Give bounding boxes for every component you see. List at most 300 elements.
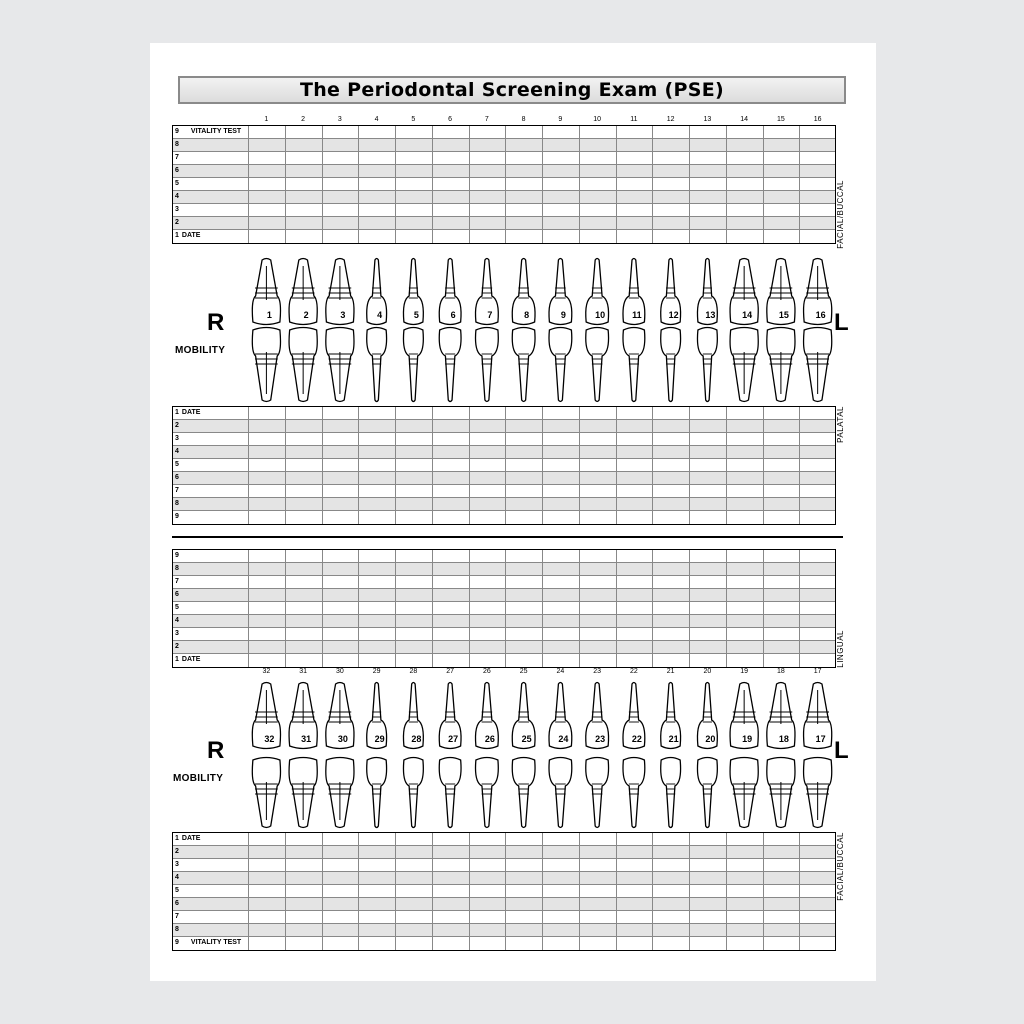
- entry-cell[interactable]: [543, 602, 580, 614]
- entry-cell[interactable]: [506, 472, 543, 484]
- entry-cell[interactable]: [727, 628, 764, 640]
- entry-cell[interactable]: [653, 602, 690, 614]
- entry-cell[interactable]: [800, 407, 837, 419]
- entry-cell[interactable]: [617, 407, 654, 419]
- entry-cell[interactable]: [617, 924, 654, 936]
- entry-cell[interactable]: [580, 924, 617, 936]
- entry-cell[interactable]: [286, 615, 323, 627]
- entry-cell[interactable]: [286, 204, 323, 216]
- entry-cell[interactable]: [580, 152, 617, 164]
- entry-cell[interactable]: [764, 230, 801, 243]
- entry-cell[interactable]: [323, 204, 360, 216]
- entry-cell[interactable]: [727, 472, 764, 484]
- entry-cell[interactable]: [433, 420, 470, 432]
- entry-cell[interactable]: [286, 152, 323, 164]
- entry-cell[interactable]: [690, 217, 727, 229]
- entry-cell[interactable]: [580, 550, 617, 562]
- entry-cell[interactable]: [727, 602, 764, 614]
- entry-cell[interactable]: [506, 165, 543, 177]
- entry-cell[interactable]: [470, 589, 507, 601]
- entry-cell[interactable]: [470, 911, 507, 923]
- entry-cell[interactable]: [617, 576, 654, 588]
- entry-cell[interactable]: [800, 846, 837, 858]
- entry-cell[interactable]: [543, 937, 580, 950]
- entry-cell[interactable]: [764, 641, 801, 653]
- entry-cell[interactable]: [506, 911, 543, 923]
- entry-cell[interactable]: [764, 898, 801, 910]
- entry-cell[interactable]: [433, 152, 470, 164]
- entry-cell[interactable]: [800, 859, 837, 871]
- entry-cell[interactable]: [764, 420, 801, 432]
- entry-cell[interactable]: [470, 433, 507, 445]
- entry-cell[interactable]: [727, 139, 764, 151]
- entry-cell[interactable]: [433, 204, 470, 216]
- entry-cell[interactable]: [727, 885, 764, 897]
- entry-cell[interactable]: [470, 459, 507, 471]
- entry-cell[interactable]: [323, 550, 360, 562]
- entry-cell[interactable]: [249, 615, 286, 627]
- entry-cell[interactable]: [506, 191, 543, 203]
- entry-cell[interactable]: [470, 654, 507, 667]
- entry-cell[interactable]: [286, 589, 323, 601]
- entry-cell[interactable]: [470, 885, 507, 897]
- entry-cell[interactable]: [249, 191, 286, 203]
- entry-cell[interactable]: [617, 602, 654, 614]
- entry-cell[interactable]: [249, 459, 286, 471]
- entry-cell[interactable]: [249, 230, 286, 243]
- entry-cell[interactable]: [470, 937, 507, 950]
- entry-cell[interactable]: [506, 550, 543, 562]
- entry-cell[interactable]: [433, 498, 470, 510]
- entry-cell[interactable]: [286, 191, 323, 203]
- entry-cell[interactable]: [727, 230, 764, 243]
- entry-cell[interactable]: [764, 191, 801, 203]
- entry-cell[interactable]: [359, 485, 396, 497]
- entry-cell[interactable]: [286, 217, 323, 229]
- entry-cell[interactable]: [249, 602, 286, 614]
- entry-cell[interactable]: [543, 563, 580, 575]
- entry-cell[interactable]: [653, 576, 690, 588]
- entry-cell[interactable]: [433, 472, 470, 484]
- entry-cell[interactable]: [433, 217, 470, 229]
- entry-cell[interactable]: [359, 846, 396, 858]
- entry-cell[interactable]: [543, 885, 580, 897]
- entry-cell[interactable]: [653, 898, 690, 910]
- entry-cell[interactable]: [690, 407, 727, 419]
- entry-cell[interactable]: [727, 126, 764, 138]
- entry-cell[interactable]: [690, 178, 727, 190]
- entry-cell[interactable]: [396, 911, 433, 923]
- entry-cell[interactable]: [764, 859, 801, 871]
- entry-cell[interactable]: [690, 511, 727, 524]
- entry-cell[interactable]: [764, 178, 801, 190]
- entry-cell[interactable]: [653, 885, 690, 897]
- entry-cell[interactable]: [286, 446, 323, 458]
- entry-cell[interactable]: [286, 641, 323, 653]
- entry-cell[interactable]: [286, 511, 323, 524]
- entry-cell[interactable]: [286, 126, 323, 138]
- entry-cell[interactable]: [323, 641, 360, 653]
- entry-cell[interactable]: [617, 459, 654, 471]
- entry-cell[interactable]: [396, 498, 433, 510]
- entry-cell[interactable]: [543, 576, 580, 588]
- entry-cell[interactable]: [323, 191, 360, 203]
- entry-cell[interactable]: [580, 602, 617, 614]
- entry-cell[interactable]: [506, 589, 543, 601]
- entry-cell[interactable]: [249, 859, 286, 871]
- entry-cell[interactable]: [506, 872, 543, 884]
- entry-cell[interactable]: [764, 563, 801, 575]
- entry-cell[interactable]: [470, 178, 507, 190]
- entry-cell[interactable]: [580, 885, 617, 897]
- entry-cell[interactable]: [323, 459, 360, 471]
- entry-cell[interactable]: [727, 563, 764, 575]
- entry-cell[interactable]: [690, 191, 727, 203]
- entry-cell[interactable]: [690, 433, 727, 445]
- entry-cell[interactable]: [359, 217, 396, 229]
- entry-cell[interactable]: [359, 576, 396, 588]
- entry-cell[interactable]: [800, 217, 837, 229]
- entry-cell[interactable]: [543, 511, 580, 524]
- entry-cell[interactable]: [359, 472, 396, 484]
- entry-cell[interactable]: [800, 924, 837, 936]
- entry-cell[interactable]: [359, 511, 396, 524]
- entry-cell[interactable]: [764, 204, 801, 216]
- entry-cell[interactable]: [359, 139, 396, 151]
- entry-cell[interactable]: [433, 872, 470, 884]
- entry-cell[interactable]: [249, 139, 286, 151]
- entry-cell[interactable]: [800, 563, 837, 575]
- entry-cell[interactable]: [727, 446, 764, 458]
- entry-cell[interactable]: [580, 615, 617, 627]
- entry-cell[interactable]: [249, 511, 286, 524]
- entry-cell[interactable]: [286, 924, 323, 936]
- entry-cell[interactable]: [506, 511, 543, 524]
- entry-cell[interactable]: [433, 911, 470, 923]
- entry-cell[interactable]: [727, 152, 764, 164]
- entry-cell[interactable]: [690, 589, 727, 601]
- entry-cell[interactable]: [690, 641, 727, 653]
- entry-cell[interactable]: [506, 924, 543, 936]
- entry-cell[interactable]: [764, 407, 801, 419]
- entry-cell[interactable]: [249, 846, 286, 858]
- entry-cell[interactable]: [323, 446, 360, 458]
- entry-cell[interactable]: [249, 563, 286, 575]
- entry-cell[interactable]: [727, 420, 764, 432]
- entry-cell[interactable]: [690, 885, 727, 897]
- entry-cell[interactable]: [690, 846, 727, 858]
- entry-cell[interactable]: [690, 230, 727, 243]
- entry-cell[interactable]: [764, 550, 801, 562]
- entry-cell[interactable]: [543, 846, 580, 858]
- entry-cell[interactable]: [580, 126, 617, 138]
- entry-cell[interactable]: [543, 165, 580, 177]
- entry-cell[interactable]: [323, 511, 360, 524]
- entry-cell[interactable]: [690, 152, 727, 164]
- entry-cell[interactable]: [286, 165, 323, 177]
- entry-cell[interactable]: [617, 859, 654, 871]
- entry-cell[interactable]: [470, 602, 507, 614]
- entry-cell[interactable]: [764, 885, 801, 897]
- entry-cell[interactable]: [506, 563, 543, 575]
- entry-cell[interactable]: [800, 589, 837, 601]
- entry-cell[interactable]: [433, 407, 470, 419]
- entry-cell[interactable]: [764, 589, 801, 601]
- entry-cell[interactable]: [543, 407, 580, 419]
- entry-cell[interactable]: [396, 178, 433, 190]
- entry-cell[interactable]: [764, 615, 801, 627]
- entry-cell[interactable]: [800, 511, 837, 524]
- entry-cell[interactable]: [580, 433, 617, 445]
- entry-cell[interactable]: [433, 885, 470, 897]
- entry-cell[interactable]: [617, 178, 654, 190]
- entry-cell[interactable]: [323, 885, 360, 897]
- entry-cell[interactable]: [800, 230, 837, 243]
- entry-cell[interactable]: [617, 872, 654, 884]
- entry-cell[interactable]: [396, 126, 433, 138]
- entry-cell[interactable]: [359, 641, 396, 653]
- entry-cell[interactable]: [323, 152, 360, 164]
- entry-cell[interactable]: [617, 446, 654, 458]
- entry-cell[interactable]: [396, 550, 433, 562]
- entry-cell[interactable]: [580, 407, 617, 419]
- entry-cell[interactable]: [800, 872, 837, 884]
- entry-cell[interactable]: [580, 472, 617, 484]
- entry-cell[interactable]: [286, 628, 323, 640]
- entry-cell[interactable]: [727, 833, 764, 845]
- entry-cell[interactable]: [249, 937, 286, 950]
- entry-cell[interactable]: [286, 485, 323, 497]
- entry-cell[interactable]: [359, 589, 396, 601]
- entry-cell[interactable]: [727, 872, 764, 884]
- entry-cell[interactable]: [249, 628, 286, 640]
- entry-cell[interactable]: [286, 654, 323, 667]
- entry-cell[interactable]: [286, 872, 323, 884]
- entry-cell[interactable]: [286, 472, 323, 484]
- entry-cell[interactable]: [433, 485, 470, 497]
- entry-cell[interactable]: [580, 459, 617, 471]
- entry-cell[interactable]: [617, 628, 654, 640]
- entry-cell[interactable]: [580, 937, 617, 950]
- entry-cell[interactable]: [323, 859, 360, 871]
- entry-cell[interactable]: [323, 911, 360, 923]
- entry-cell[interactable]: [764, 433, 801, 445]
- entry-cell[interactable]: [323, 165, 360, 177]
- entry-cell[interactable]: [323, 924, 360, 936]
- entry-cell[interactable]: [653, 615, 690, 627]
- entry-cell[interactable]: [359, 204, 396, 216]
- entry-cell[interactable]: [690, 485, 727, 497]
- entry-cell[interactable]: [543, 446, 580, 458]
- entry-cell[interactable]: [286, 898, 323, 910]
- entry-cell[interactable]: [727, 846, 764, 858]
- entry-cell[interactable]: [506, 446, 543, 458]
- entry-cell[interactable]: [617, 472, 654, 484]
- entry-cell[interactable]: [580, 563, 617, 575]
- entry-cell[interactable]: [800, 885, 837, 897]
- entry-cell[interactable]: [506, 846, 543, 858]
- entry-cell[interactable]: [653, 641, 690, 653]
- entry-cell[interactable]: [690, 420, 727, 432]
- entry-cell[interactable]: [359, 872, 396, 884]
- entry-cell[interactable]: [543, 126, 580, 138]
- entry-cell[interactable]: [690, 833, 727, 845]
- entry-cell[interactable]: [249, 924, 286, 936]
- entry-cell[interactable]: [690, 126, 727, 138]
- entry-cell[interactable]: [800, 472, 837, 484]
- entry-cell[interactable]: [800, 139, 837, 151]
- entry-cell[interactable]: [543, 924, 580, 936]
- entry-cell[interactable]: [617, 139, 654, 151]
- entry-cell[interactable]: [580, 139, 617, 151]
- entry-cell[interactable]: [543, 420, 580, 432]
- entry-cell[interactable]: [764, 602, 801, 614]
- entry-cell[interactable]: [653, 485, 690, 497]
- entry-cell[interactable]: [690, 498, 727, 510]
- entry-cell[interactable]: [396, 230, 433, 243]
- entry-cell[interactable]: [653, 230, 690, 243]
- entry-cell[interactable]: [323, 872, 360, 884]
- entry-cell[interactable]: [764, 152, 801, 164]
- entry-cell[interactable]: [617, 563, 654, 575]
- entry-cell[interactable]: [506, 602, 543, 614]
- entry-cell[interactable]: [470, 485, 507, 497]
- entry-cell[interactable]: [470, 898, 507, 910]
- entry-cell[interactable]: [359, 615, 396, 627]
- entry-cell[interactable]: [580, 911, 617, 923]
- entry-cell[interactable]: [286, 563, 323, 575]
- entry-cell[interactable]: [543, 485, 580, 497]
- entry-cell[interactable]: [690, 459, 727, 471]
- entry-cell[interactable]: [543, 498, 580, 510]
- entry-cell[interactable]: [580, 178, 617, 190]
- entry-cell[interactable]: [543, 191, 580, 203]
- entry-cell[interactable]: [433, 165, 470, 177]
- entry-cell[interactable]: [433, 628, 470, 640]
- entry-cell[interactable]: [249, 576, 286, 588]
- entry-cell[interactable]: [580, 576, 617, 588]
- entry-cell[interactable]: [470, 472, 507, 484]
- entry-cell[interactable]: [764, 846, 801, 858]
- entry-cell[interactable]: [396, 898, 433, 910]
- entry-cell[interactable]: [506, 641, 543, 653]
- entry-cell[interactable]: [249, 885, 286, 897]
- entry-cell[interactable]: [249, 833, 286, 845]
- entry-cell[interactable]: [470, 217, 507, 229]
- entry-cell[interactable]: [543, 911, 580, 923]
- entry-cell[interactable]: [359, 628, 396, 640]
- entry-cell[interactable]: [690, 165, 727, 177]
- entry-cell[interactable]: [690, 615, 727, 627]
- entry-cell[interactable]: [286, 433, 323, 445]
- entry-cell[interactable]: [617, 420, 654, 432]
- entry-cell[interactable]: [506, 407, 543, 419]
- entry-cell[interactable]: [433, 937, 470, 950]
- entry-cell[interactable]: [800, 911, 837, 923]
- entry-cell[interactable]: [653, 407, 690, 419]
- entry-cell[interactable]: [727, 165, 764, 177]
- entry-cell[interactable]: [433, 230, 470, 243]
- entry-cell[interactable]: [286, 420, 323, 432]
- entry-cell[interactable]: [617, 615, 654, 627]
- entry-cell[interactable]: [396, 472, 433, 484]
- entry-cell[interactable]: [764, 654, 801, 667]
- entry-cell[interactable]: [470, 498, 507, 510]
- entry-cell[interactable]: [359, 178, 396, 190]
- entry-cell[interactable]: [359, 898, 396, 910]
- entry-cell[interactable]: [359, 446, 396, 458]
- entry-cell[interactable]: [396, 204, 433, 216]
- entry-cell[interactable]: [764, 459, 801, 471]
- entry-cell[interactable]: [396, 191, 433, 203]
- entry-cell[interactable]: [396, 152, 433, 164]
- entry-cell[interactable]: [543, 217, 580, 229]
- entry-cell[interactable]: [359, 165, 396, 177]
- entry-cell[interactable]: [580, 898, 617, 910]
- entry-cell[interactable]: [470, 165, 507, 177]
- entry-cell[interactable]: [800, 498, 837, 510]
- entry-cell[interactable]: [800, 446, 837, 458]
- entry-cell[interactable]: [506, 485, 543, 497]
- entry-cell[interactable]: [249, 165, 286, 177]
- entry-cell[interactable]: [470, 407, 507, 419]
- entry-cell[interactable]: [800, 628, 837, 640]
- entry-cell[interactable]: [764, 485, 801, 497]
- entry-cell[interactable]: [286, 139, 323, 151]
- entry-cell[interactable]: [690, 898, 727, 910]
- entry-cell[interactable]: [506, 937, 543, 950]
- entry-cell[interactable]: [727, 485, 764, 497]
- entry-cell[interactable]: [543, 872, 580, 884]
- entry-cell[interactable]: [359, 833, 396, 845]
- entry-cell[interactable]: [617, 641, 654, 653]
- entry-cell[interactable]: [653, 204, 690, 216]
- entry-cell[interactable]: [506, 576, 543, 588]
- entry-cell[interactable]: [690, 654, 727, 667]
- entry-cell[interactable]: [470, 846, 507, 858]
- entry-cell[interactable]: [543, 898, 580, 910]
- entry-cell[interactable]: [323, 178, 360, 190]
- entry-cell[interactable]: [433, 511, 470, 524]
- entry-cell[interactable]: [433, 654, 470, 667]
- entry-cell[interactable]: [249, 498, 286, 510]
- entry-cell[interactable]: [543, 230, 580, 243]
- entry-cell[interactable]: [470, 872, 507, 884]
- entry-cell[interactable]: [396, 924, 433, 936]
- entry-cell[interactable]: [580, 859, 617, 871]
- entry-cell[interactable]: [470, 204, 507, 216]
- entry-cell[interactable]: [690, 628, 727, 640]
- entry-cell[interactable]: [617, 126, 654, 138]
- entry-cell[interactable]: [323, 833, 360, 845]
- entry-cell[interactable]: [617, 885, 654, 897]
- entry-cell[interactable]: [470, 576, 507, 588]
- entry-cell[interactable]: [690, 472, 727, 484]
- entry-cell[interactable]: [506, 498, 543, 510]
- entry-cell[interactable]: [433, 615, 470, 627]
- entry-cell[interactable]: [800, 602, 837, 614]
- entry-cell[interactable]: [286, 459, 323, 471]
- entry-cell[interactable]: [396, 654, 433, 667]
- entry-cell[interactable]: [359, 407, 396, 419]
- entry-cell[interactable]: [727, 615, 764, 627]
- entry-cell[interactable]: [396, 859, 433, 871]
- entry-cell[interactable]: [764, 498, 801, 510]
- entry-cell[interactable]: [359, 433, 396, 445]
- entry-cell[interactable]: [800, 576, 837, 588]
- entry-cell[interactable]: [396, 433, 433, 445]
- entry-cell[interactable]: [690, 204, 727, 216]
